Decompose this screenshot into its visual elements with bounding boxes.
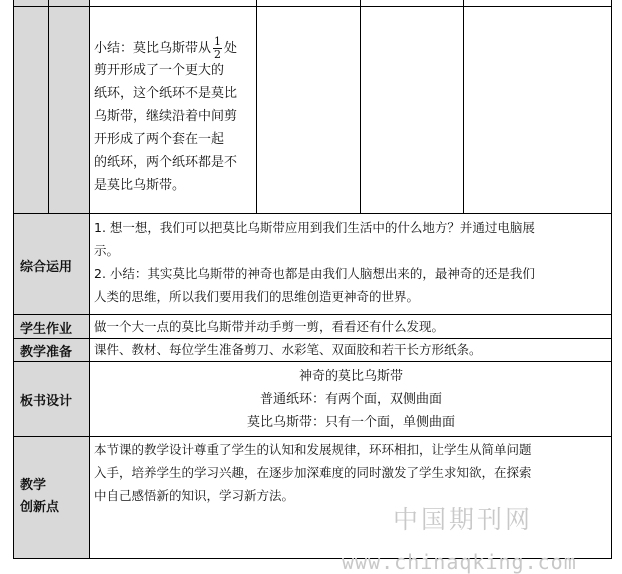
label-shade-top-b [49,0,89,214]
application-line-1: 1. 想一想，我们可以把莫比乌斯带应用到我们生活中的什么地方？并通过电脑展 [94,220,535,235]
summary-line-1-text: 小结：莫比乌斯带从 [94,41,212,56]
summary-line-6: 的纸环，两个纸环都是不 [94,155,238,170]
summary-line-2: 剪开形成了一个更大的 [94,63,225,78]
label-shade-top-a [14,0,48,214]
summary-line-7: 是莫比乌斯带。 [94,178,186,193]
fraction-numerator: 1 [214,35,222,48]
board-content [90,365,612,434]
summary-line-5: 开形成了两个套在一起 [94,132,225,147]
innovation-line-1: 本节课的教学设计尊重了学生的认知和发展规律，环环相扣，让学生从简单问题 [94,442,532,457]
innovation-label-line-2: 创新点 [20,500,60,515]
preparation-content: 课件、教材、每位学生准备剪刀、水彩笔、双面胶和若干长方形纸条。 [94,342,482,357]
summary-line-3: 纸环，这个纸环不是莫比 [94,86,238,101]
board-label: 板书设计 [20,394,73,409]
summary-line-4: 乌斯带，继续沿着中间剪 [94,109,238,124]
fraction-suffix: 处 [224,41,238,56]
innovation-label-line-1: 教学 [20,478,47,493]
fraction-one-half [213,36,222,61]
homework-label: 学生作业 [20,322,73,337]
preparation-label: 教学准备 [20,345,73,360]
homework-content: 做一个大一点的莫比乌斯带并动手剪一剪，看看还有什么发现。 [94,319,445,334]
board-title: 神奇的莫比乌斯带 [298,369,403,384]
application-line-4: 人类的思维，所以我们要用我们的思维创造更神奇的世界。 [94,289,420,304]
innovation-content [94,438,610,507]
application-line-3: 2. 小结：其实莫比乌斯带的神奇也都是由我们人脑想出来的，最神奇的还是我们 [94,266,535,281]
summary-cell [94,36,256,197]
fraction-denominator: 2 [214,48,222,61]
application-content [94,216,610,308]
watermark-cn: 中国期刊网 [393,505,534,534]
innovation-line-3: 中自己感悟新的知识，学习新方法。 [94,488,295,503]
innovation-label [20,475,59,519]
application-line-2: 示。 [94,243,120,258]
watermark-url: www.chinaqking.com [342,550,577,574]
innovation-line-2: 入手，培养学生的学习兴趣，在逐步加深难度的同时激发了学生求知欲，在探索 [94,465,532,480]
board-line-2: 普通纸环：有两个面，双侧曲面 [259,392,442,407]
summary-line-1 [94,36,256,59]
application-label: 综合运用 [20,260,73,275]
board-line-3: 莫比乌斯带：只有一个面，单侧曲面 [246,415,455,430]
